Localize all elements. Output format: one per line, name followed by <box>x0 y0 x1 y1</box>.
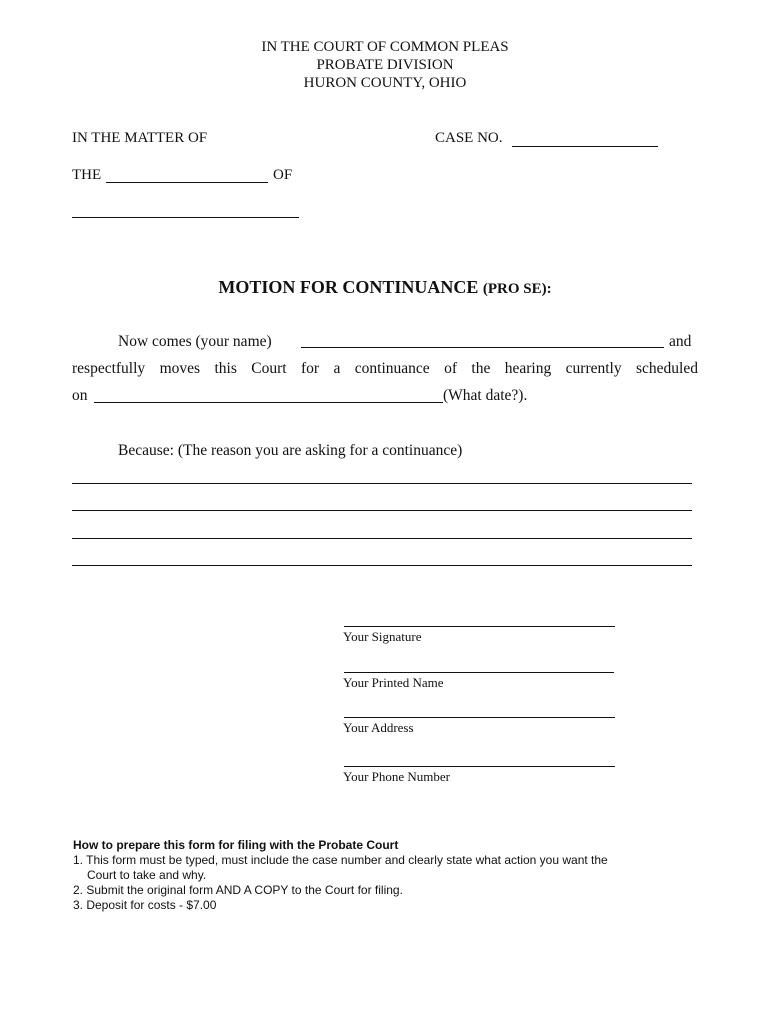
of-label: OF <box>273 167 293 183</box>
instruction-item-3: 3. Deposit for costs - $7.00 <box>73 898 217 912</box>
because-text: Because: (The reason you are asking for a continuance) <box>118 442 463 459</box>
in-the-matter-of-label: IN THE MATTER OF <box>72 130 208 146</box>
reason-line-3[interactable] <box>72 538 692 539</box>
document-title <box>0 276 770 300</box>
motion-line-2: respectfully moves this Court for a continuance of the hearing currently scheduled <box>72 360 698 377</box>
address-field[interactable] <box>344 717 615 718</box>
signature-label: Your Signature <box>343 629 422 644</box>
address-label: Your Address <box>343 720 414 735</box>
hearing-date-field[interactable] <box>94 402 443 403</box>
case-no-label: CASE NO. <box>435 130 503 146</box>
phone-field[interactable] <box>344 766 615 767</box>
instruction-item-1a: 1. This form must be typed, must include the case number and clearly state what action you want the <box>73 853 608 867</box>
matter-type-field[interactable] <box>106 182 268 183</box>
court-name: IN THE COURT OF COMMON PLEAS <box>261 39 509 55</box>
what-date-text: (What date?). <box>443 387 528 404</box>
title-main: MOTION FOR CONTINUANCE <box>218 277 479 297</box>
now-comes-text: Now comes (your name) <box>118 333 272 350</box>
court-division: PROBATE DIVISION <box>316 57 454 73</box>
court-county: HURON COUNTY, OHIO <box>303 75 467 91</box>
the-label: THE <box>72 167 102 183</box>
instructions-title: How to prepare this form for filing with the Probate Court <box>73 838 399 852</box>
matter-name-field[interactable] <box>72 217 299 218</box>
printed-name-field[interactable] <box>344 672 614 673</box>
case-no-field[interactable] <box>512 146 658 147</box>
and-text: and <box>669 333 692 350</box>
title-suffix: (PRO SE): <box>482 281 552 297</box>
instruction-item-1b: Court to take and why. <box>87 868 207 882</box>
on-text: on <box>72 387 88 404</box>
printed-name-label: Your Printed Name <box>343 675 444 690</box>
reason-line-1[interactable] <box>72 483 692 484</box>
reason-line-2[interactable] <box>72 510 692 511</box>
phone-label: Your Phone Number <box>343 769 451 784</box>
signature-field[interactable] <box>344 626 615 627</box>
your-name-field[interactable] <box>301 347 664 348</box>
instruction-item-2: 2. Submit the original form AND A COPY to the Court for filing. <box>73 883 403 897</box>
reason-line-4[interactable] <box>72 565 692 566</box>
